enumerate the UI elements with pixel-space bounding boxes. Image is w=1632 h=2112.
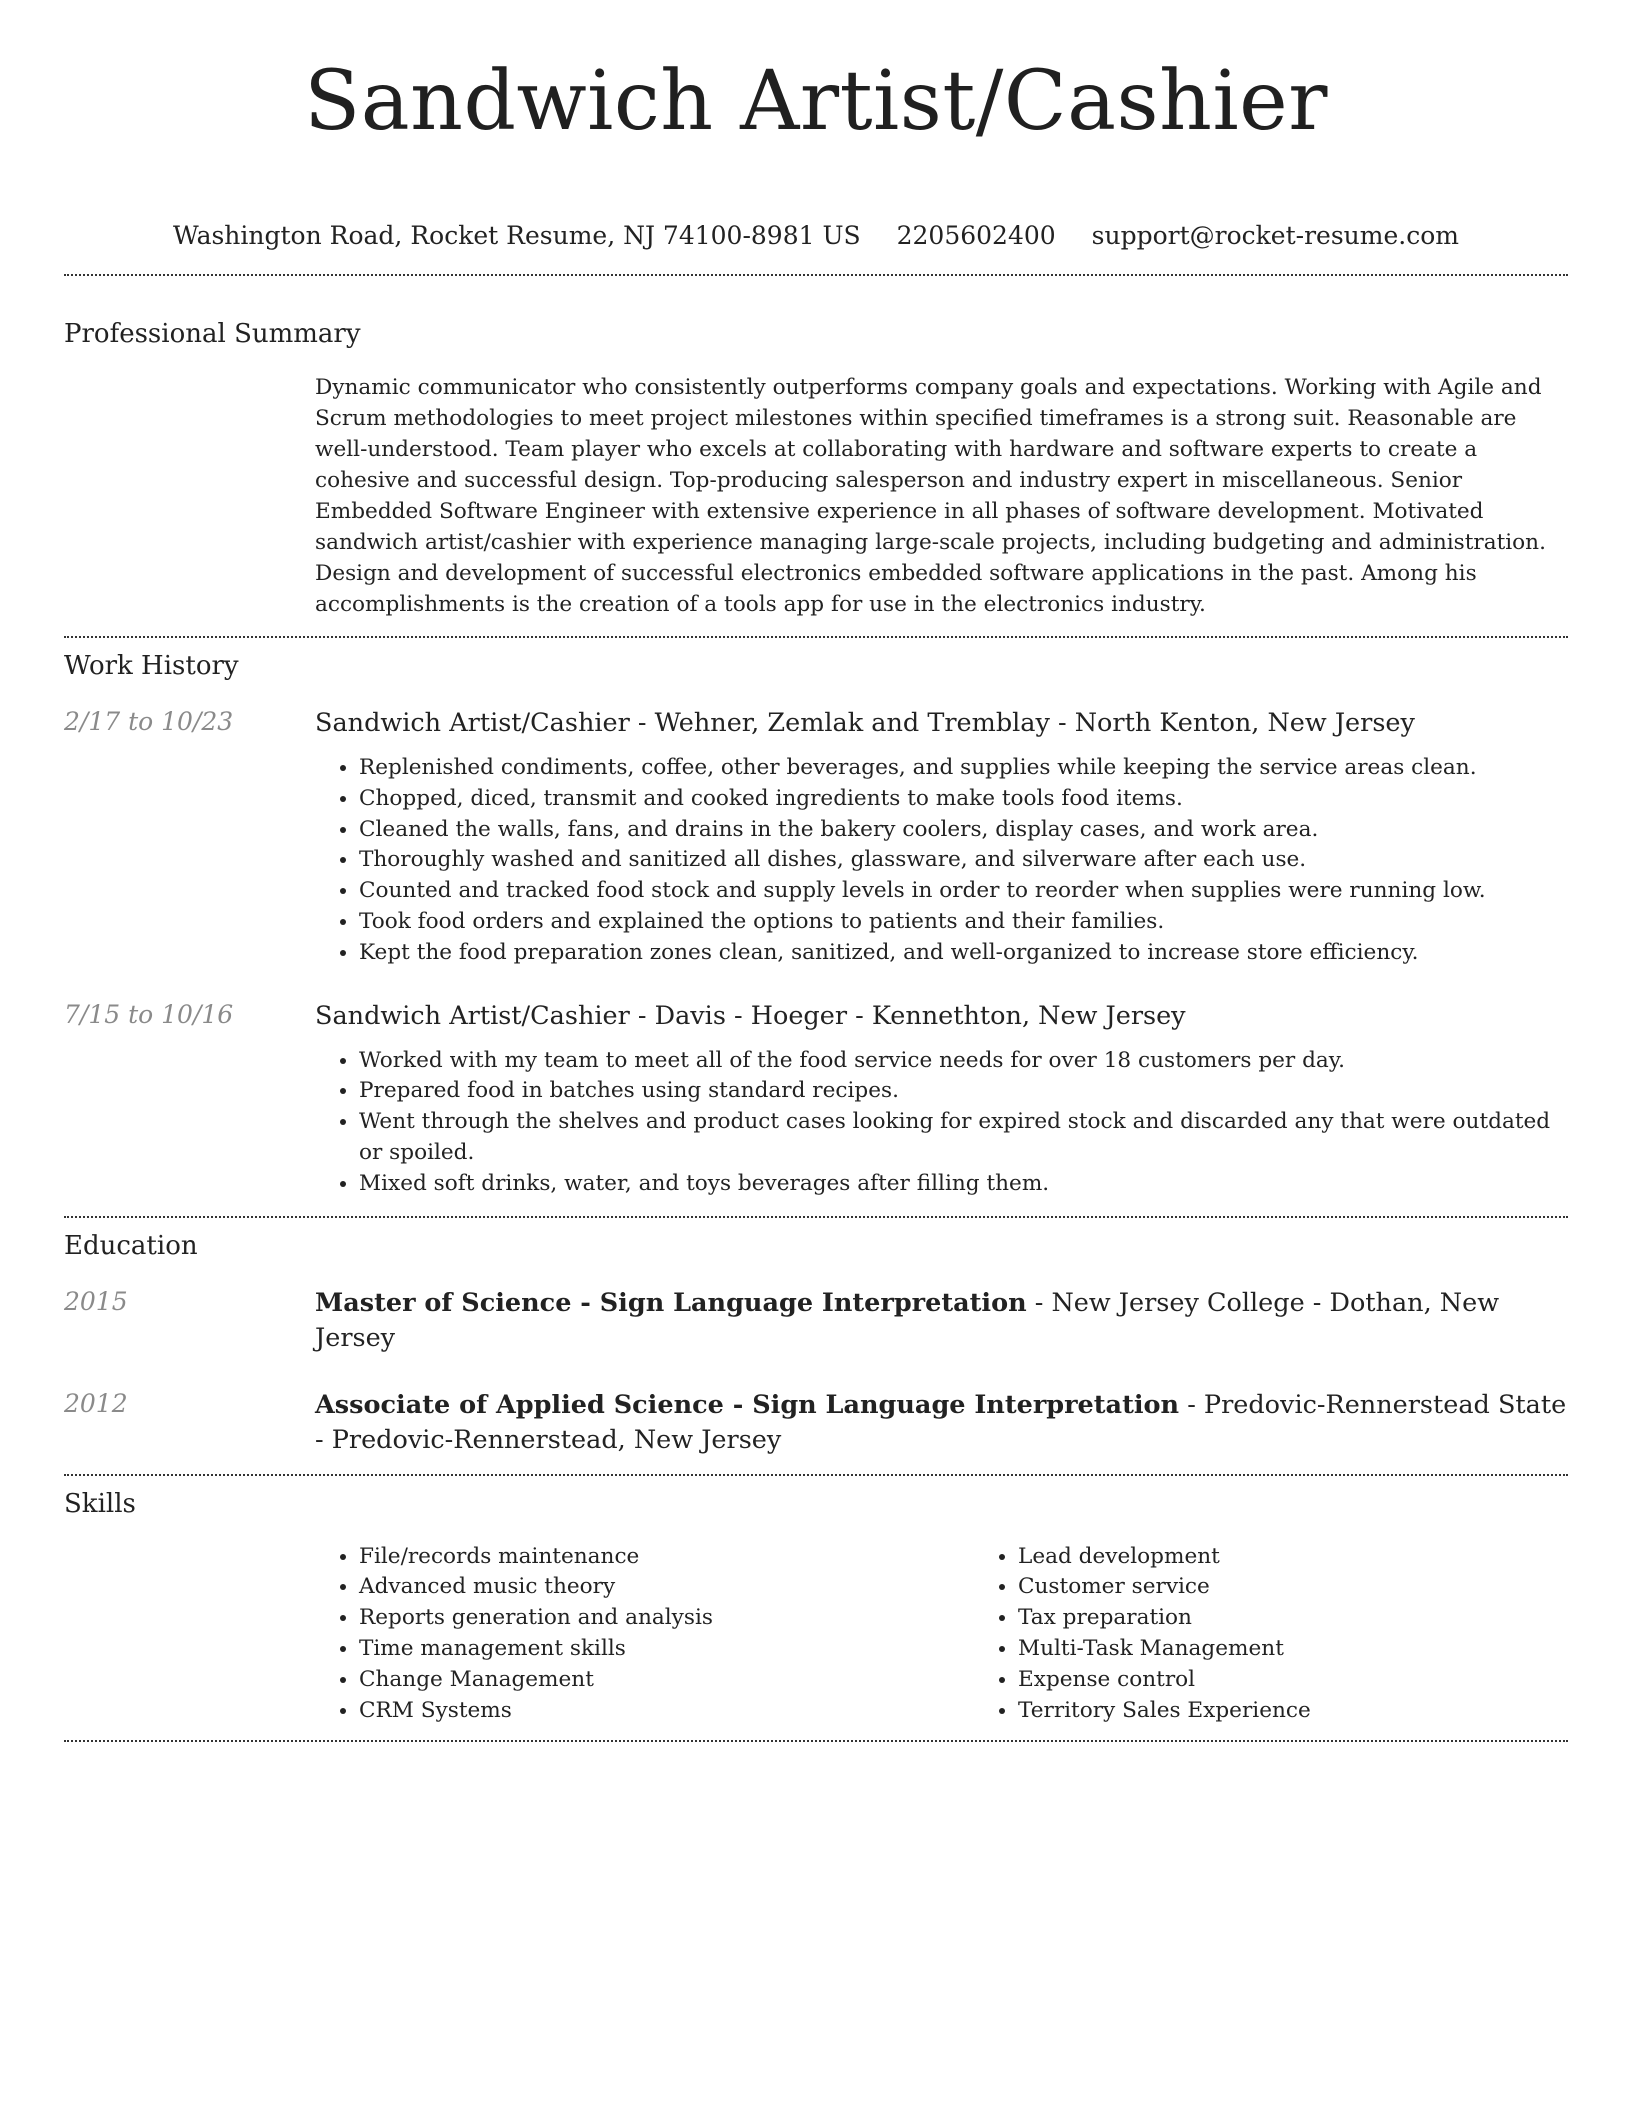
skill-item: • Time management skills [359, 1634, 974, 1665]
summary-text: Dynamic communicator who consistently outperforms company goals and expectations. Working with Agile and Scrum methodologies to meet project milestones within specified timeframes is a strong suit. Reasonable are well-understood. Team player who excels at collaborating with hardware and software experts to create a cohesive and successful design. Top-producing salesperson and industry expert in miscellaneous. Senior Embedded Software Engineer with extensive experience in all phases of software development. Motivated sandwich artist/cashier with experience managing large-scale projects, including budgeting and administration. Design and development of successful electronics embedded software applications in the past. Among his accomplishments is the creation of a tools app for use in the electronics industry. [315, 375, 1546, 617]
skill-item: • File/records maintenance [359, 1542, 974, 1573]
skill-item: • Customer service [1018, 1572, 1632, 1603]
education-section [64, 1218, 1568, 1458]
duty-item: • Chopped, diced, transmit and cooked ingredients to make tools food items. [359, 784, 1568, 815]
duty-item: • Mixed soft drinks, water, and toys beverages after filling them. [359, 1169, 1568, 1200]
skill-item: • Reports generation and analysis [359, 1603, 974, 1634]
skill-item: • Territory Sales Experience [1018, 1696, 1632, 1727]
duty-item: • Went through the shelves and product cases looking for expired stock and discarded any that were outdated or spoiled. [359, 1107, 1568, 1169]
duty-item: • Counted and tracked food stock and supply levels in order to reorder when supplies were running low. [359, 876, 1568, 907]
degree-name: Associate of Applied Science - Sign Language Interpretation [315, 1389, 1180, 1420]
skill-item: • Advanced music theory [359, 1572, 974, 1603]
work-history-section [64, 638, 1568, 1200]
education-heading: Education [64, 1230, 198, 1261]
education-entry [64, 1286, 1568, 1356]
skill-item: • Expense control [1018, 1665, 1632, 1696]
candidate-name: Sandwich Artist/Cashier [304, 54, 1328, 149]
skills-section [64, 1476, 1568, 1727]
school-name: - Predovic-Rennerstead State - Predovic-Rennerstead, New Jersey [315, 1389, 1567, 1455]
duty-item: • Prepared food in batches using standard recipes. [359, 1076, 1568, 1107]
degree-name: Master of Science - Sign Language Interpretation [315, 1287, 1027, 1318]
school-name: - New Jersey College - Dothan, New Jersey [315, 1287, 1500, 1353]
section-divider [64, 1740, 1568, 1742]
job-entry [64, 706, 1568, 969]
job-heading: Sandwich Artist/Cashier - Davis - Hoeger - Kennethton, New Jersey [315, 1000, 1186, 1031]
duty-item: • Kept the food preparation zones clean, sanitized, and well-organized to increase store efficiency. [359, 938, 1568, 969]
education-year: 2012 [64, 1388, 128, 1418]
contact-phone: 2205602400 [896, 221, 1056, 250]
job-dates: 2/17 to 10/23 [64, 707, 234, 736]
contact-email: support@rocket-resume.com [1091, 221, 1459, 250]
summary-heading: Professional Summary [64, 319, 361, 349]
duty-item: • Cleaned the walls, fans, and drains in the bakery coolers, display cases, and work area. [359, 815, 1568, 846]
job-duties [315, 753, 1568, 969]
work-history-heading: Work History [64, 651, 239, 681]
contact-line [64, 220, 1568, 252]
skill-item: • CRM Systems [359, 1696, 974, 1727]
job-duties [315, 1046, 1568, 1200]
resume-page [64, 0, 1568, 1742]
duty-item: • Worked with my team to meet all of the food service needs for over 18 customers per day. [359, 1046, 1568, 1077]
skills-list-right [974, 1542, 1632, 1727]
skill-item: • Tax preparation [1018, 1603, 1632, 1634]
education-year: 2015 [64, 1286, 128, 1316]
skill-item: • Multi-Task Management [1018, 1634, 1632, 1665]
duty-item: • Took food orders and explained the options to patients and their families. [359, 907, 1568, 938]
job-heading: Sandwich Artist/Cashier - Wehner, Zemlak and Tremblay - North Kenton, New Jersey [315, 708, 1415, 738]
duty-item: • Replenished condiments, coffee, other beverages, and supplies while keeping the service areas clean. [359, 753, 1568, 784]
job-entry [64, 999, 1568, 1200]
summary-section [64, 276, 1568, 620]
skill-item: • Change Management [359, 1665, 974, 1696]
job-dates: 7/15 to 10/16 [64, 999, 234, 1029]
skill-item: • Lead development [1018, 1542, 1632, 1573]
duty-item: • Thoroughly washed and sanitized all dishes, glassware, and silverware after each use. [359, 845, 1568, 876]
skills-heading: Skills [64, 1488, 136, 1519]
skills-list-left [315, 1542, 974, 1727]
education-entry [64, 1388, 1568, 1458]
contact-address: Washington Road, Rocket Resume, NJ 74100-8981 US [173, 221, 861, 250]
